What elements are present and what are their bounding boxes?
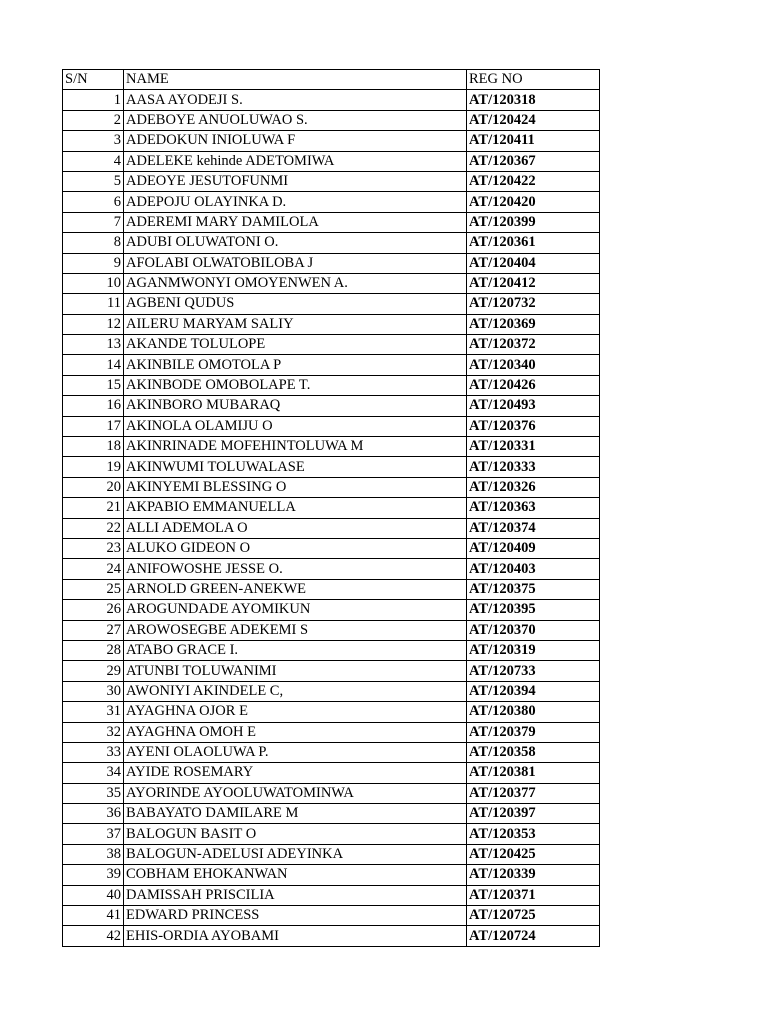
cell-name: AKANDE TOLULOPE bbox=[124, 335, 467, 355]
cell-reg-no: AT/120377 bbox=[467, 783, 600, 803]
cell-sn: 34 bbox=[63, 763, 124, 783]
table-row bbox=[63, 273, 600, 293]
table-row bbox=[63, 906, 600, 926]
cell-reg-no: AT/120331 bbox=[467, 437, 600, 457]
table-row bbox=[63, 396, 600, 416]
cell-sn: 19 bbox=[63, 457, 124, 477]
table-row bbox=[63, 355, 600, 375]
cell-name: AKINBODE OMOBOLAPE T. bbox=[124, 375, 467, 395]
cell-sn: 9 bbox=[63, 253, 124, 273]
cell-reg-no: AT/120733 bbox=[467, 661, 600, 681]
table-row bbox=[63, 375, 600, 395]
cell-reg-no: AT/120425 bbox=[467, 844, 600, 864]
cell-name: ALUKO GIDEON O bbox=[124, 538, 467, 558]
cell-sn: 37 bbox=[63, 824, 124, 844]
cell-reg-no: AT/120380 bbox=[467, 702, 600, 722]
cell-reg-no: AT/120397 bbox=[467, 804, 600, 824]
cell-sn: 10 bbox=[63, 273, 124, 293]
cell-sn: 35 bbox=[63, 783, 124, 803]
cell-name: ADEDOKUN INIOLUWA F bbox=[124, 131, 467, 151]
cell-reg-no: AT/120412 bbox=[467, 273, 600, 293]
cell-sn: 42 bbox=[63, 926, 124, 946]
cell-name: AWONIYI AKINDELE C, bbox=[124, 681, 467, 701]
table-row bbox=[63, 131, 600, 151]
table-row bbox=[63, 416, 600, 436]
cell-name: AKINYEMI BLESSING O bbox=[124, 477, 467, 497]
cell-name: AKINBILE OMOTOLA P bbox=[124, 355, 467, 375]
table-row bbox=[63, 783, 600, 803]
cell-reg-no: AT/120367 bbox=[467, 151, 600, 171]
cell-name: AASA AYODEJI S. bbox=[124, 90, 467, 110]
cell-name: ADEBOYE ANUOLUWAO S. bbox=[124, 110, 467, 130]
cell-sn: 13 bbox=[63, 335, 124, 355]
cell-reg-no: AT/120363 bbox=[467, 498, 600, 518]
cell-sn: 33 bbox=[63, 742, 124, 762]
cell-name: BABAYATO DAMILARE M bbox=[124, 804, 467, 824]
cell-reg-no: AT/120404 bbox=[467, 253, 600, 273]
cell-sn: 6 bbox=[63, 192, 124, 212]
cell-reg-no: AT/120375 bbox=[467, 579, 600, 599]
cell-name: BALOGUN BASIT O bbox=[124, 824, 467, 844]
cell-sn: 27 bbox=[63, 620, 124, 640]
table-row bbox=[63, 804, 600, 824]
cell-name: AKINOLA OLAMIJU O bbox=[124, 416, 467, 436]
cell-reg-no: AT/120420 bbox=[467, 192, 600, 212]
cell-sn: 24 bbox=[63, 559, 124, 579]
table-row bbox=[63, 844, 600, 864]
table-row bbox=[63, 600, 600, 620]
cell-name: AROWOSEGBE ADEKEMI S bbox=[124, 620, 467, 640]
table-row bbox=[63, 538, 600, 558]
cell-sn: 23 bbox=[63, 538, 124, 558]
cell-name: AKINRINADE MOFEHINTOLUWA M bbox=[124, 437, 467, 457]
cell-reg-no: AT/120403 bbox=[467, 559, 600, 579]
cell-sn: 40 bbox=[63, 885, 124, 905]
cell-reg-no: AT/120353 bbox=[467, 824, 600, 844]
table-row bbox=[63, 661, 600, 681]
table-row bbox=[63, 620, 600, 640]
cell-sn: 31 bbox=[63, 702, 124, 722]
cell-name: AYAGHNA OJOR E bbox=[124, 702, 467, 722]
cell-sn: 2 bbox=[63, 110, 124, 130]
cell-sn: 22 bbox=[63, 518, 124, 538]
cell-name: AILERU MARYAM SALIY bbox=[124, 314, 467, 334]
cell-reg-no: AT/120426 bbox=[467, 375, 600, 395]
cell-reg-no: AT/120395 bbox=[467, 600, 600, 620]
header-reg-no: REG NO bbox=[467, 70, 600, 90]
cell-name: AGANMWONYI OMOYENWEN A. bbox=[124, 273, 467, 293]
cell-name: ADEOYE JESUTOFUNMI bbox=[124, 171, 467, 191]
cell-name: AYENI OLAOLUWA P. bbox=[124, 742, 467, 762]
cell-sn: 12 bbox=[63, 314, 124, 334]
header-sn: S/N bbox=[63, 70, 124, 90]
cell-sn: 21 bbox=[63, 498, 124, 518]
cell-sn: 1 bbox=[63, 90, 124, 110]
cell-sn: 39 bbox=[63, 865, 124, 885]
cell-reg-no: AT/120493 bbox=[467, 396, 600, 416]
table-row bbox=[63, 233, 600, 253]
cell-name: DAMISSAH PRISCILIA bbox=[124, 885, 467, 905]
table-row bbox=[63, 579, 600, 599]
cell-name: EHIS-ORDIA AYOBAMI bbox=[124, 926, 467, 946]
student-list-table bbox=[62, 69, 600, 947]
cell-name: ADEPOJU OLAYINKA D. bbox=[124, 192, 467, 212]
cell-name: AYIDE ROSEMARY bbox=[124, 763, 467, 783]
cell-name: AYORINDE AYOOLUWATOMINWA bbox=[124, 783, 467, 803]
cell-reg-no: AT/120422 bbox=[467, 171, 600, 191]
cell-name: ANIFOWOSHE JESSE O. bbox=[124, 559, 467, 579]
cell-sn: 32 bbox=[63, 722, 124, 742]
table-row bbox=[63, 702, 600, 722]
cell-sn: 8 bbox=[63, 233, 124, 253]
cell-sn: 36 bbox=[63, 804, 124, 824]
table-row bbox=[63, 926, 600, 946]
cell-reg-no: AT/120371 bbox=[467, 885, 600, 905]
cell-sn: 29 bbox=[63, 661, 124, 681]
cell-reg-no: AT/120333 bbox=[467, 457, 600, 477]
cell-name: AYAGHNA OMOH E bbox=[124, 722, 467, 742]
table-row bbox=[63, 722, 600, 742]
table-row bbox=[63, 437, 600, 457]
cell-name: ALLI ADEMOLA O bbox=[124, 518, 467, 538]
cell-name: ARNOLD GREEN-ANEKWE bbox=[124, 579, 467, 599]
table-row bbox=[63, 192, 600, 212]
cell-name: EDWARD PRINCESS bbox=[124, 906, 467, 926]
cell-reg-no: AT/120399 bbox=[467, 212, 600, 232]
cell-name: AFOLABI OLWATOBILOBA J bbox=[124, 253, 467, 273]
table-row bbox=[63, 335, 600, 355]
cell-sn: 11 bbox=[63, 294, 124, 314]
cell-reg-no: AT/120326 bbox=[467, 477, 600, 497]
cell-name: ATABO GRACE I. bbox=[124, 640, 467, 660]
cell-sn: 7 bbox=[63, 212, 124, 232]
cell-reg-no: AT/120374 bbox=[467, 518, 600, 538]
cell-reg-no: AT/120318 bbox=[467, 90, 600, 110]
cell-name: AROGUNDADE AYOMIKUN bbox=[124, 600, 467, 620]
cell-reg-no: AT/120340 bbox=[467, 355, 600, 375]
cell-sn: 15 bbox=[63, 375, 124, 395]
table-row bbox=[63, 110, 600, 130]
table-row bbox=[63, 865, 600, 885]
cell-name: ATUNBI TOLUWANIMI bbox=[124, 661, 467, 681]
cell-reg-no: AT/120369 bbox=[467, 314, 600, 334]
cell-name: ADUBI OLUWATONI O. bbox=[124, 233, 467, 253]
cell-reg-no: AT/120411 bbox=[467, 131, 600, 151]
table-row bbox=[63, 151, 600, 171]
cell-reg-no: AT/120358 bbox=[467, 742, 600, 762]
cell-reg-no: AT/120361 bbox=[467, 233, 600, 253]
cell-name: AGBENI QUDUS bbox=[124, 294, 467, 314]
cell-reg-no: AT/120339 bbox=[467, 865, 600, 885]
cell-reg-no: AT/120725 bbox=[467, 906, 600, 926]
table-row bbox=[63, 885, 600, 905]
cell-name: AKPABIO EMMANUELLA bbox=[124, 498, 467, 518]
table-row bbox=[63, 824, 600, 844]
table-row bbox=[63, 518, 600, 538]
table-row bbox=[63, 253, 600, 273]
table-row bbox=[63, 171, 600, 191]
cell-reg-no: AT/120319 bbox=[467, 640, 600, 660]
header-row bbox=[63, 70, 600, 90]
cell-name: ADELEKE kehinde ADETOMIWA bbox=[124, 151, 467, 171]
cell-name: BALOGUN-ADELUSI ADEYINKA bbox=[124, 844, 467, 864]
table-row bbox=[63, 640, 600, 660]
header-name: NAME bbox=[124, 70, 467, 90]
cell-sn: 16 bbox=[63, 396, 124, 416]
cell-reg-no: AT/120379 bbox=[467, 722, 600, 742]
cell-sn: 18 bbox=[63, 437, 124, 457]
cell-sn: 5 bbox=[63, 171, 124, 191]
table-row bbox=[63, 742, 600, 762]
cell-sn: 3 bbox=[63, 131, 124, 151]
table-row bbox=[63, 212, 600, 232]
table-row bbox=[63, 477, 600, 497]
cell-name: AKINBORO MUBARAQ bbox=[124, 396, 467, 416]
cell-sn: 14 bbox=[63, 355, 124, 375]
table-body bbox=[63, 70, 600, 947]
cell-reg-no: AT/120424 bbox=[467, 110, 600, 130]
cell-sn: 20 bbox=[63, 477, 124, 497]
cell-sn: 28 bbox=[63, 640, 124, 660]
cell-sn: 25 bbox=[63, 579, 124, 599]
cell-reg-no: AT/120409 bbox=[467, 538, 600, 558]
cell-name: COBHAM EHOKANWAN bbox=[124, 865, 467, 885]
cell-sn: 17 bbox=[63, 416, 124, 436]
table-row bbox=[63, 559, 600, 579]
cell-sn: 38 bbox=[63, 844, 124, 864]
cell-reg-no: AT/120370 bbox=[467, 620, 600, 640]
table-row bbox=[63, 681, 600, 701]
table-row bbox=[63, 314, 600, 334]
cell-reg-no: AT/120376 bbox=[467, 416, 600, 436]
cell-reg-no: AT/120394 bbox=[467, 681, 600, 701]
cell-sn: 26 bbox=[63, 600, 124, 620]
cell-sn: 30 bbox=[63, 681, 124, 701]
table-row bbox=[63, 498, 600, 518]
cell-sn: 41 bbox=[63, 906, 124, 926]
cell-reg-no: AT/120732 bbox=[467, 294, 600, 314]
table-row bbox=[63, 457, 600, 477]
table-row bbox=[63, 763, 600, 783]
cell-reg-no: AT/120372 bbox=[467, 335, 600, 355]
cell-name: AKINWUMI TOLUWALASE bbox=[124, 457, 467, 477]
cell-name: ADEREMI MARY DAMILOLA bbox=[124, 212, 467, 232]
table-row bbox=[63, 294, 600, 314]
table-row bbox=[63, 90, 600, 110]
cell-sn: 4 bbox=[63, 151, 124, 171]
cell-reg-no: AT/120381 bbox=[467, 763, 600, 783]
cell-reg-no: AT/120724 bbox=[467, 926, 600, 946]
